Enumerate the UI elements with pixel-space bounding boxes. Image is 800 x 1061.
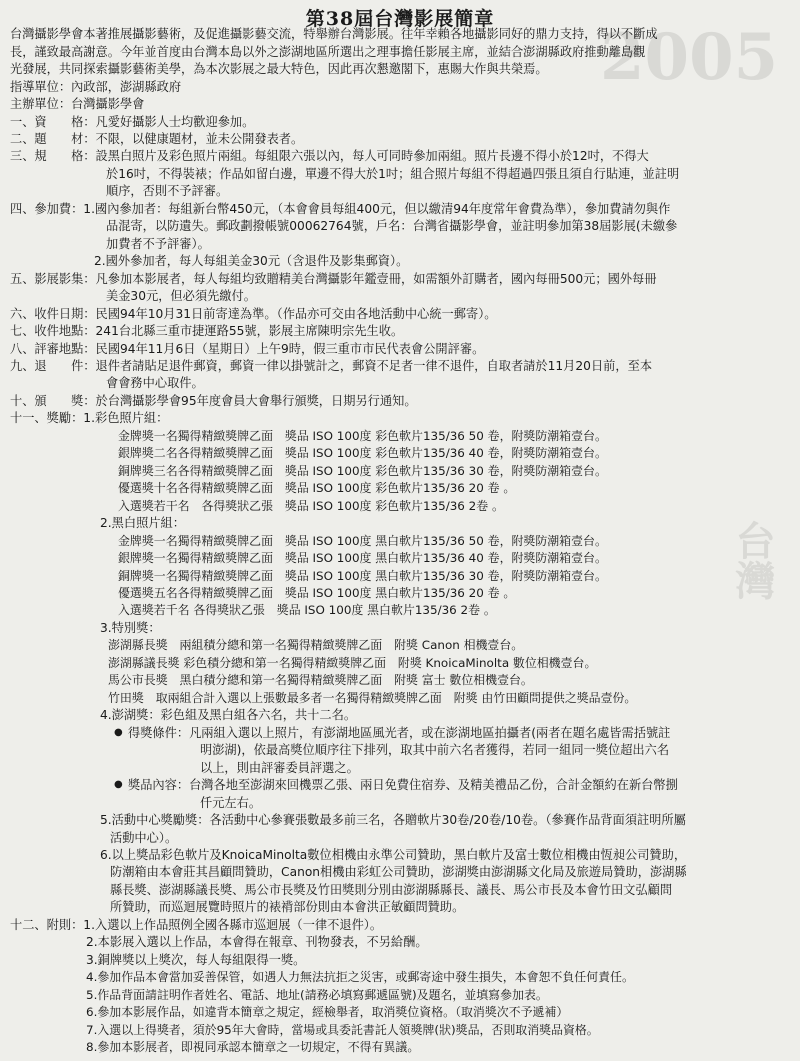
- appendix-item: 2.本影展入選以上作品，本會得在報章、刊物發表，不另給酬。: [86, 935, 428, 950]
- section-return: 九、退 件：退件者請貼足退件郵資，郵資一律以掛號計之，郵資不足者一律不退件，自取者請於11月20日前，至本: [10, 359, 653, 373]
- section-specification: 三、規 格：設黑白照片及彩色照片兩組。每組限六張以內，每人可同時參加兩組。照片長邊不得小於12吋，不得大: [10, 149, 649, 164]
- award-penghu-prize-cont: 仟元左右。: [200, 795, 262, 810]
- section-fee: 四、參加費：1.國內參加者：每組新台幣450元，（本會會員每組400元，但以繳清94年度常年會費為準），參加費請勿與作: [10, 201, 671, 216]
- intro-line: 長，謹致最高謝意。今年並首度由台灣本島以外之澎湖地區所選出之理事擔任影展主席，並結合澎湖縣政府推動離島觀: [10, 44, 646, 59]
- award-color-gold: 金牌獎一名獨得精緻獎牌乙面 獎品 ISO 100度 彩色軟片135/36 50 卷，附獎防潮箱壹台。: [118, 428, 607, 443]
- award-penghu-condition-cont: 以上，則由評審委員評選之。: [200, 760, 359, 775]
- section-awards: 十一、獎勵：1.彩色照片組：: [10, 411, 169, 426]
- award-sponsors-cont: 縣長獎、澎湖縣議長獎、馬公市長獎及竹田獎則分別由澎湖縣縣長、議長、馬公市長及本會竹田文弘顧問: [110, 882, 673, 897]
- award-sponsors-cont: 所贊助，而巡迴展覽時照片的裱褙部份則由本會洪正敏顧問贊助。: [110, 900, 465, 915]
- award-bw-bronze: 銅牌獎一名獨得精緻獎牌乙面 獎品 ISO 100度 黑白軟片135/36 30 卷，附獎防潮箱壹台。: [118, 568, 607, 583]
- section-yearbook-cont: 美金30元，但必須先繳付。: [106, 289, 256, 304]
- section-ceremony: 十、頒 獎：於台灣攝影學會95年度會員大會舉行頒獎，日期另行通知。: [10, 393, 417, 408]
- award-sponsors-cont: 防潮箱由本會莊其昌顧問贊助，Canon相機由彩虹公司贊助，澎湖獎由澎湖縣文化局及旅遊局贊助，澎湖縣: [110, 865, 687, 880]
- section-address: 七、收件地點：241台北縣三重市捷運路55號，影展主席陳明宗先生收。: [10, 324, 404, 339]
- organizer: 主辦單位：台灣攝影學會: [10, 97, 145, 111]
- document-title: 第38屆台灣影展簡章: [305, 8, 495, 30]
- intro-line: 台灣攝影學會本著推展攝影藝術，及促進攝影藝交流，特舉辦台灣影展。往年幸賴各地攝影同好的鼎力支持，得以不斷成: [10, 27, 658, 42]
- section-deadline: 六、收件日期：民國94年10月31日前寄達為準。（作品亦可交由各地活動中心統一郵寄）。: [10, 306, 497, 321]
- appendix-item: 6.參加本影展作品，如違背本簡章之規定，經檢舉者，取消獎位資格。（取消獎次不予遞補）: [86, 1005, 569, 1020]
- award-sponsors: 6.以上獎品彩色軟片及KnoicaMinolta數位相機由永準公司贊助，黑白軟片及富士數位相機由恆昶公司贊助，: [100, 847, 687, 862]
- award-penghu-prize: 獎品內容：台灣各地至澎湖來回機票乙張、兩日免費住宿券、及精美禮品乙份，合計金額約在新台幣捌: [128, 778, 678, 793]
- section-appendix: 十二、附則：1.入選以上作品照例全國各縣市巡迴展（一律不退件）。: [10, 917, 383, 932]
- award-color-bronze: 銅牌獎三名各得精緻獎牌乙面 獎品 ISO 100度 彩色軟片135/36 30 卷，附獎防潮箱壹台。: [118, 463, 607, 478]
- section-qualification: 一、資 格：凡愛好攝影人士均歡迎參加。: [10, 114, 255, 129]
- award-bw-selected: 入選獎若千名 各得獎狀乙張 獎品 ISO 100度 黑白軟片135/36 2卷 。: [118, 603, 496, 618]
- appendix-item: 3.銅牌獎以上獎次，每人每組限得一獎。: [86, 952, 306, 967]
- award-bw-merit: 優選獎五名各得精緻獎牌乙面 獎品 ISO 100度 黑白軟片135/36 20 卷 。: [118, 586, 516, 600]
- background-watermark-side: 台灣: [729, 520, 776, 600]
- appendix-item: 7.入選以上得獎者，須於95年大會時，當場或具委託書託人領獎牌(狀)獎品，否則取消獎品資格。: [86, 1022, 599, 1037]
- bullet-icon: ●: [114, 726, 123, 738]
- section-specification-cont: 順序，否則不予評審。: [106, 184, 229, 199]
- award-special-heading: 3.特別獎：: [100, 620, 161, 635]
- section-specification-cont: 於16吋，不得裝裱；作品如留白邊，單邊不得大於1吋；組合照片每組不得超過四張且須自行貼連，並註明: [106, 166, 680, 181]
- appendix-item: 8.參加本影展者，即視同承認本簡章之一切規定，不得有異議。: [86, 1040, 420, 1054]
- section-subject: 二、題 材：不限，以健康題材，並未公開發表者。: [10, 132, 304, 146]
- award-center: 5.活動中心獎勵獎：各活動中心參賽張數最多前三名，各贈軟片30卷/20卷/10卷。（參賽作品背面須註明所屬: [100, 813, 686, 827]
- section-judging: 八、評審地點：民國94年11月6日（星期日）上午9時，假三重市市民代表會公開評審。: [10, 341, 485, 356]
- award-color-silver: 銀牌獎二名各得精緻獎牌乙面 獎品 ISO 100度 彩色軟片135/36 40 卷，附獎防潮箱壹台。: [118, 446, 607, 461]
- section-yearbook: 五、影展影集：凡參加本影展者，每人每組均致贈精美台灣攝影年鑑壹冊，如需額外訂購者，國內每冊500元；國外每冊: [10, 271, 657, 286]
- intro-line: 光發展，共同探索攝影藝術美學，為本次影展之最大特色，因此再次懇邀閣下，惠賜大作與共榮焉。: [10, 62, 548, 77]
- bullet-icon: ●: [114, 779, 123, 791]
- guidance-unit: 指導單位：內政部，澎湖縣政府: [10, 79, 182, 94]
- section-return-cont: 會會務中心取件。: [106, 376, 204, 391]
- award-penghu-condition-cont: 明澎湖)，依最高獎位順序往下排列，取其中前六名者獲得，若同一組同一獎位超出六名: [200, 743, 670, 758]
- award-special-speaker: 澎湖縣議長獎 彩色積分總和第一名獨得精緻獎牌乙面 附獎 KnoicaMinolta 數位相機壹台。: [108, 655, 597, 670]
- award-special-county: 澎湖縣長獎 兩組積分總和第一名獨得精緻獎牌乙面 附獎 Canon 相機壹台。: [108, 638, 524, 653]
- award-bw-silver: 銀牌獎一名獨得精緻獎牌乙面 獎品 ISO 100度 黑白軟片135/36 40 卷，附獎防潮箱壹台。: [118, 551, 607, 566]
- section-fee-cont: 品混寄，以防遺失。郵政劃撥帳號00062764號，戶名：台灣省攝影學會，並註明參加第38屆影展(未繳參: [106, 219, 678, 234]
- award-center-cont: 活動中心）。: [110, 830, 178, 845]
- award-bw-gold: 金牌獎一名獨得精緻獎牌乙面 獎品 ISO 100度 黑白軟片135/36 50 卷，附獎防潮箱壹台。: [118, 533, 607, 548]
- award-special-takeda: 竹田獎 取兩組合計入選以上張數最多者一名獨得精緻獎牌乙面 附獎 由竹田顧問提供之獎品壹份。: [108, 690, 637, 705]
- background-watermark: 2005: [600, 20, 779, 95]
- award-special-mayor: 馬公市長獎 黑白積分總和第一名獨得精緻獎牌乙面 附獎 富士 數位相機壹台。: [108, 673, 533, 688]
- award-color-merit: 優選獎十名各得精緻獎牌乙面 獎品 ISO 100度 彩色軟片135/36 20 卷 。: [118, 481, 516, 496]
- award-penghu-heading: 4.澎湖獎：彩色組及黑白組各六名，共十二名。: [100, 708, 357, 723]
- section-fee-foreign: 2.國外參加者，每人每組美金30元（含退件及影集郵資）。: [94, 254, 409, 269]
- appendix-item: 4.參加作品本會當加妥善保管，如遇人力無法抗拒之災害，或郵寄途中發生損失，本會恕不負任何責任。: [86, 970, 634, 985]
- appendix-item: 5.作品背面請註明作者姓名、電話、地址(請務必填寫郵遞區號)及題名，並填寫參加表。: [86, 987, 548, 1002]
- award-penghu-condition: 得獎條件：凡兩組入選以上照片，有澎湖地區風光者，或在澎湖地區拍攝者(兩者在題名處皆需括號註: [128, 725, 671, 740]
- section-fee-cont: 加費者不予評審）。: [106, 236, 210, 251]
- award-color-selected: 入選獎若干名 各得獎狀乙張 獎品 ISO 100度 彩色軟片135/36 2卷 。: [118, 498, 504, 513]
- award-bw-heading: 2.黑白照片組：: [100, 516, 185, 531]
